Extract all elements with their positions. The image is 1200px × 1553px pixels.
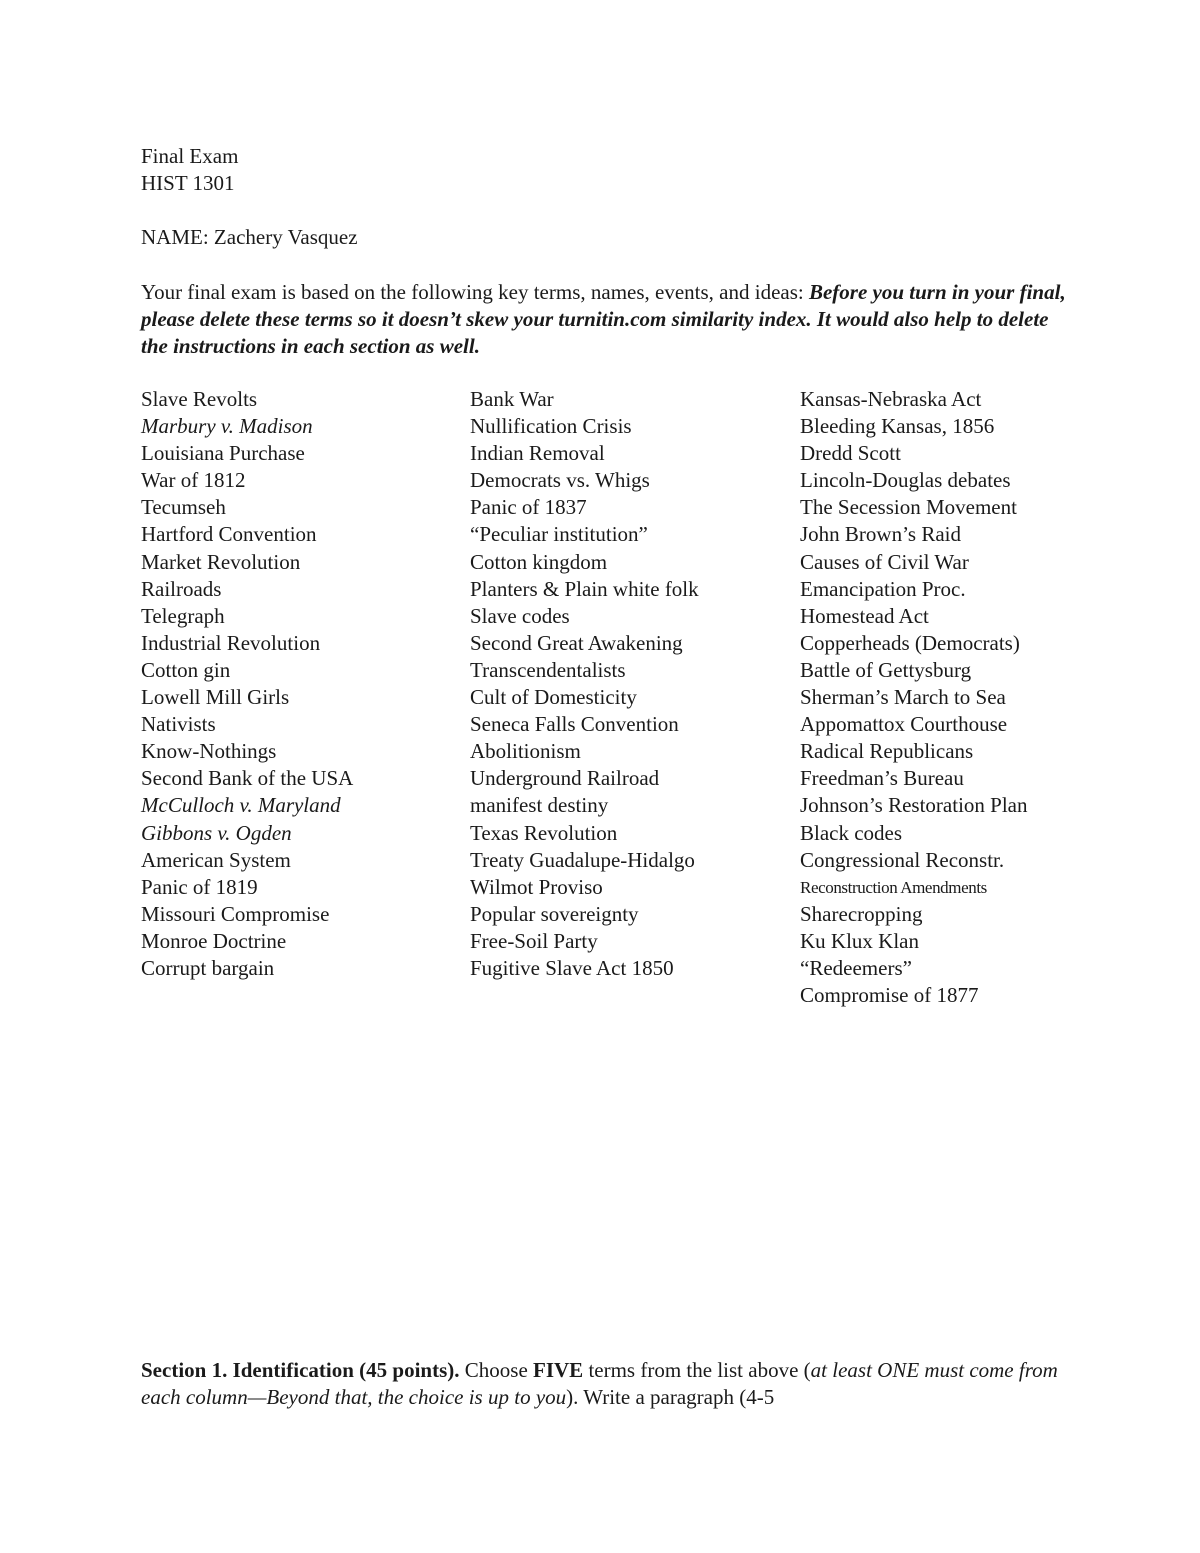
term-item: Homestead Act	[800, 603, 929, 628]
term-item: John Brown’s Raid	[800, 522, 962, 547]
term-item: Louisiana Purchase	[141, 441, 305, 466]
term-item: Know-Nothings	[141, 739, 277, 764]
term-item: Popular sovereignty	[470, 901, 639, 926]
term-item: Planters & Plain white folk	[470, 576, 699, 601]
term-item: Tecumseh	[141, 495, 226, 520]
term-item: American System	[141, 847, 291, 872]
term-item: Panic of 1819	[141, 874, 258, 899]
terms-column-3	[800, 386, 1028, 1009]
section-1-heading: Section 1. Identification (45 points).	[141, 1358, 460, 1382]
section-1-text: terms from the list above (	[583, 1358, 811, 1382]
term-item: Abolitionism	[470, 739, 581, 764]
term-item: Sharecropping	[800, 901, 923, 926]
term-item: Texas Revolution	[470, 820, 618, 845]
term-item: Congressional Reconstr.	[800, 847, 1005, 872]
term-item: Battle of Gettysburg	[800, 657, 972, 682]
term-item: Kansas-Nebraska Act	[800, 387, 982, 411]
term-item: Fugitive Slave Act 1850	[470, 955, 674, 980]
student-name: NAME: Zachery Vasquez	[141, 225, 358, 249]
term-item: Monroe Doctrine	[141, 928, 287, 953]
term-item: Telegraph	[141, 603, 225, 628]
term-item: War of 1812	[141, 468, 246, 493]
term-item: Freedman’s Bureau	[800, 766, 964, 791]
term-item: Sherman’s March to Sea	[800, 685, 1006, 710]
term-item: Black codes	[800, 820, 903, 845]
term-item: manifest destiny	[470, 793, 609, 818]
term-item: Copperheads (Democrats)	[800, 630, 1020, 655]
term-item: Second Bank of the USA	[141, 766, 354, 791]
term-item: Railroads	[141, 576, 222, 601]
term-item: Cult of Domesticity	[470, 685, 637, 710]
section-1-paragraph	[141, 1357, 1061, 1411]
term-item: Market Revolution	[141, 549, 301, 574]
instructions-emphasis: Before you turn in your final, please delete these terms so it doesn’t skew your turnitin.com similarity index. It would also help to delete the instructions in each section as well.	[141, 280, 1066, 358]
instructions-intro: Your final exam is based on the following key terms, names, events, and ideas:	[141, 280, 809, 304]
term-item: Slave Revolts	[141, 387, 258, 411]
instructions-paragraph	[141, 279, 1071, 360]
term-item: Gibbons v. Ogden	[141, 820, 292, 845]
term-item: McCulloch v. Maryland	[141, 793, 341, 818]
term-item: Missouri Compromise	[141, 901, 330, 926]
terms-column-1	[141, 386, 353, 982]
section-1-text: ). Write a paragraph (4-5	[566, 1385, 775, 1409]
term-item: Free-Soil Party	[470, 928, 598, 953]
term-item: Slave codes	[470, 603, 570, 628]
term-item: Seneca Falls Convention	[470, 712, 679, 737]
term-item: Reconstruction Amendments	[800, 877, 987, 897]
term-item: Hartford Convention	[141, 522, 317, 547]
term-item: Radical Republicans	[800, 739, 974, 764]
term-item: Treaty Guadalupe-Hidalgo	[470, 847, 695, 872]
term-item: Nativists	[141, 712, 216, 737]
term-item: Democrats vs. Whigs	[470, 468, 650, 493]
term-item: Transcendentalists	[470, 657, 626, 682]
term-item: Ku Klux Klan	[800, 928, 919, 953]
exam-title: Final Exam	[141, 144, 239, 168]
term-item: Compromise of 1877	[800, 983, 979, 1008]
term-item: Dredd Scott	[800, 441, 901, 466]
term-item: “Peculiar institution”	[470, 522, 648, 547]
course-code: HIST 1301	[141, 171, 235, 195]
section-1-count: FIVE	[533, 1358, 584, 1382]
term-item: Bank War	[470, 387, 554, 411]
term-item: Marbury v. Madison	[141, 414, 313, 439]
section-1-text: Choose	[459, 1358, 534, 1382]
term-item: Johnson’s Restoration Plan	[800, 793, 1028, 818]
term-item: The Secession Movement	[800, 495, 1017, 520]
term-item: Nullification Crisis	[470, 414, 632, 439]
term-item: Emancipation Proc.	[800, 576, 966, 601]
term-item: Wilmot Proviso	[470, 874, 603, 899]
term-item: Indian Removal	[470, 441, 605, 466]
term-item: Cotton kingdom	[470, 549, 608, 574]
term-item: Industrial Revolution	[141, 630, 321, 655]
term-item: Lowell Mill Girls	[141, 685, 290, 710]
term-item: “Redeemers”	[800, 955, 912, 980]
term-item: Corrupt bargain	[141, 955, 275, 980]
term-item: Appomattox Courthouse	[800, 712, 1008, 737]
terms-column-2	[470, 386, 699, 982]
term-item: Panic of 1837	[470, 495, 587, 520]
term-item: Cotton gin	[141, 657, 231, 682]
term-item: Underground Railroad	[470, 766, 660, 791]
section-1-note: at least ONE must come from each column—Beyond that, the choice is up to you	[141, 1358, 1058, 1409]
term-item: Bleeding Kansas, 1856	[800, 414, 995, 439]
term-item: Causes of Civil War	[800, 549, 969, 574]
term-item: Second Great Awakening	[470, 630, 683, 655]
term-item: Lincoln-Douglas debates	[800, 468, 1011, 493]
